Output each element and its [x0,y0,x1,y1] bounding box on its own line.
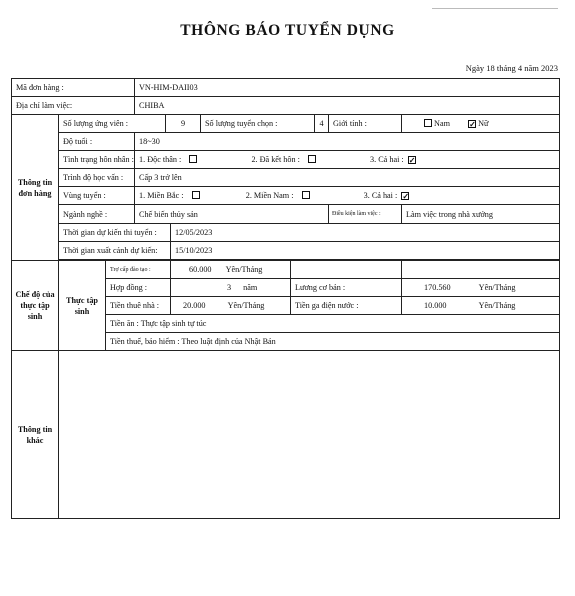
recruitment-table [11,78,560,519]
other-info-section-label: Thông tin khác [12,351,59,519]
base-salary-label: Lương cơ bản : [291,279,402,297]
selected-value: 4 [315,115,329,133]
gender-female-label: Nữ [478,119,489,128]
rent-cell [171,297,291,315]
region-south-label: 2. Miền Nam : [245,191,294,200]
marital-both-label: 3. Cả hai : [370,155,404,164]
departure-date-label: Thời gian xuất cảnh dự kiến: [59,242,171,260]
marital-label: Tình trạng hôn nhân : [59,151,135,169]
marital-single-checkbox[interactable] [189,155,197,163]
rent-label: Tiền thuê nhà : [106,297,171,315]
industry-label: Ngành nghề : [59,205,135,224]
top-rule [432,8,558,9]
marital-married-label: 2. Đã kết hôn : [251,155,300,164]
gender-male-label: Nam [434,119,450,128]
marital-options [135,151,560,169]
region-south-checkbox[interactable] [302,191,310,199]
marital-single-label: 1. Độc thân : [139,155,182,164]
rent-value: 20.000 [183,301,206,310]
base-salary-cell [402,279,560,297]
order-code-label: Mã đơn hàng : [12,79,135,97]
region-both-checkbox[interactable]: ✓ [402,192,410,201]
gender-label: Giới tính : [329,115,402,133]
exam-date-label: Thời gian dự kiến thi tuyển : [59,224,171,242]
industry-value: Chế biến thủy sản [135,205,329,224]
empty-cell-a [291,261,402,279]
age-value: 18~30 [135,133,560,151]
region-label: Vùng tuyển : [59,187,135,205]
applicants-label: Số lượng ứng viên : [59,115,166,133]
region-north-label: 1. Miền Bắc : [139,191,184,200]
age-label: Độ tuổi : [59,133,135,151]
contract-cell [171,279,291,297]
order-code-value: VN-HIM-DAII03 [135,79,560,97]
exam-date-value: 12/05/2023 [171,224,560,242]
order-info-section-label: Thông tin đơn hàng [12,115,59,261]
work-address-value: CHIBA [135,97,560,115]
training-allowance-label: Trợ cấp đào tạo : [106,261,171,279]
marital-married-checkbox[interactable] [308,155,316,163]
gender-female-checkbox[interactable]: ✓ [469,120,476,129]
empty-cell-b [402,261,560,279]
page-title: THÔNG BÁO TUYỂN DỤNG [180,22,395,39]
utilities-label: Tiền ga điện nước : [291,297,402,315]
work-condition-value: Làm việc trong nhà xưởng [402,205,560,224]
contract-unit: năm [243,283,258,292]
education-label: Trình độ học vấn : [59,169,135,187]
work-address-label: Địa chỉ làm việc: [12,97,135,115]
training-allowance-value: 60.000 [189,265,212,274]
gender-options [402,115,560,133]
contract-label: Hợp đồng : [106,279,171,297]
base-salary-value: 170.560 [424,283,451,292]
utilities-cell [402,297,560,315]
contract-value: 3 [227,283,232,292]
selected-label: Số lượng tuyển chọn : [201,115,315,133]
utilities-value: 10.000 [424,301,447,310]
trainee-sub-label: Thực tập sinh [59,261,106,351]
rent-unit: Yên/Tháng [227,301,265,310]
region-both-label: 3. Cả hai : [363,191,398,200]
meals-info: Tiền ăn : Thực tập sinh tự túc [106,315,560,333]
other-info-content [59,351,560,519]
education-value: Cấp 3 trở lên [135,169,560,187]
region-options [135,187,560,205]
departure-date-value: 15/10/2023 [171,242,560,260]
work-condition-label: Điều kiện làm việc : [329,205,402,224]
training-allowance-unit: Yên/Tháng [225,265,263,274]
document-date: Ngày 18 tháng 4 năm 2023 [465,63,558,73]
benefits-section-label: Chế độ của thực tập sinh [12,261,59,351]
gender-male-checkbox[interactable] [424,119,432,127]
region-north-checkbox[interactable] [192,191,200,199]
marital-both-checkbox[interactable]: ✓ [408,156,416,165]
base-salary-unit: Yên/Tháng [478,283,516,292]
utilities-unit: Yên/Tháng [478,301,516,310]
tax-info: Tiền thuế, bảo hiểm : Theo luật định của Nhật Bản [106,333,560,351]
applicants-value: 9 [166,115,201,133]
training-allowance-cell [171,261,291,279]
